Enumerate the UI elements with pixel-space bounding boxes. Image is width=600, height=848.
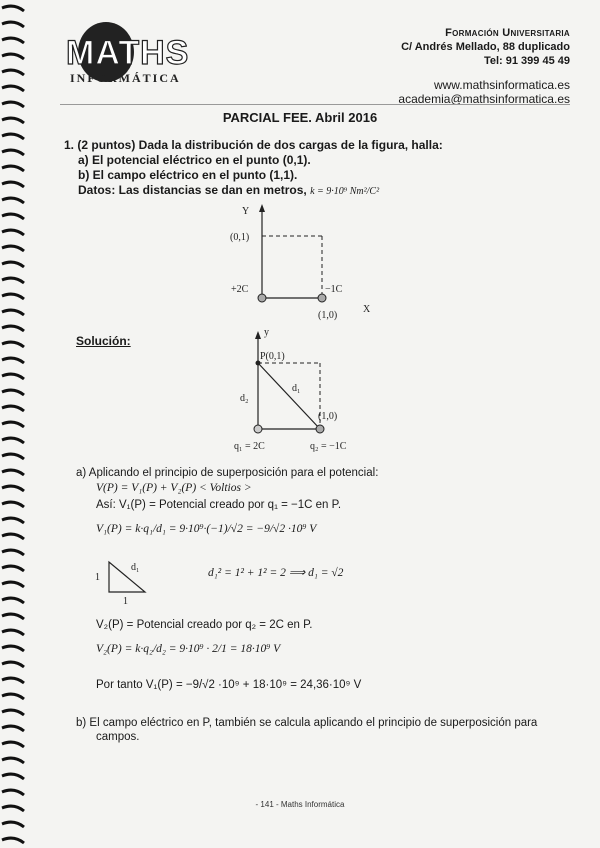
- fig2-q2: q₂ = −1C: [310, 441, 347, 452]
- binding-ring: [2, 726, 24, 731]
- question-datos: Datos: Las distancias se dan en metros,: [78, 183, 307, 197]
- fig2-p-label: P(0,1): [260, 351, 285, 362]
- binding-ring: [2, 374, 24, 379]
- binding-ring: [2, 646, 24, 651]
- binding-ring: [2, 566, 24, 571]
- question-1: [64, 138, 534, 199]
- binding-ring: [2, 406, 24, 411]
- logo-subtitle-text: INFORMÁTICA: [70, 71, 181, 85]
- fig1-x-label: X: [363, 304, 371, 315]
- fig1-point-01: (0,1): [230, 232, 250, 243]
- triangle-hypotenuse: d₁: [131, 562, 140, 573]
- binding-ring: [2, 630, 24, 635]
- binding-ring: [2, 454, 24, 459]
- binding-ring: [2, 422, 24, 427]
- d1-equation: d₁² = 1² + 1² = 2 ⟹ d₁ = √2: [208, 567, 344, 579]
- binding-ring: [2, 662, 24, 667]
- question-number: 1.: [64, 138, 75, 152]
- binding-ring: [2, 502, 24, 507]
- superposition-equation: V(P) = V₁(P) + V₂(P) < Voltios >: [96, 482, 252, 494]
- binding-ring: [2, 198, 24, 203]
- spiral-binding: [0, 0, 30, 848]
- binding-ring: [2, 278, 24, 283]
- binding-ring: [2, 86, 24, 91]
- fig1-y-label: Y: [242, 206, 250, 217]
- binding-ring: [2, 326, 24, 331]
- binding-ring: [2, 150, 24, 155]
- binding-ring: [2, 742, 24, 747]
- binding-ring: [2, 294, 24, 299]
- fig1-q1: +2C: [231, 284, 249, 295]
- binding-ring: [2, 182, 24, 187]
- binding-ring: [2, 166, 24, 171]
- page-footer: - 141 - Maths Informática: [255, 800, 345, 809]
- binding-ring: [2, 822, 24, 827]
- binding-ring: [2, 134, 24, 139]
- binding-ring: [2, 214, 24, 219]
- binding-ring: [2, 438, 24, 443]
- solution-b-text-2: campos.: [96, 731, 140, 743]
- binding-ring: [2, 790, 24, 795]
- binding-ring: [2, 310, 24, 315]
- k-constant: k = 9·10⁹ Nm²/C²: [310, 186, 380, 197]
- institution-address: C/ Andrés Mellado, 88 duplicado: [401, 41, 570, 53]
- fig2-d2: d₂: [240, 393, 249, 404]
- triangle-side: 1: [95, 572, 100, 583]
- binding-ring: [2, 774, 24, 779]
- binding-ring: [2, 838, 24, 843]
- binding-ring: [2, 246, 24, 251]
- v2-equation: V₂(P) = k·q₂/d₂ = 9·10⁹ · 2/1 = 18·10⁹ V: [96, 643, 281, 655]
- binding-ring: [2, 54, 24, 59]
- binding-ring: [2, 582, 24, 587]
- binding-ring: [2, 390, 24, 395]
- solution-label: Solución:: [76, 334, 131, 348]
- binding-ring: [2, 102, 24, 107]
- binding-ring: [2, 678, 24, 683]
- header-divider: [60, 104, 570, 105]
- binding-ring: [2, 518, 24, 523]
- binding-ring: [2, 38, 24, 43]
- binding-ring: [2, 22, 24, 27]
- right-triangle-figure: [95, 556, 155, 606]
- fig2-y-label: y: [264, 327, 269, 338]
- fig2-q1: q₁ = 2C: [234, 441, 265, 452]
- fig1-point-10: (1,0): [318, 310, 338, 321]
- institution-header: [398, 26, 570, 106]
- exam-title: PARCIAL FEE. Abril 2016: [222, 110, 378, 125]
- binding-ring: [2, 694, 24, 699]
- question-intro: (2 puntos) Dada la distribución de dos cargas de la figura, halla:: [77, 138, 443, 152]
- fig2-d1: d₁: [292, 383, 301, 394]
- charge-distribution-figure: [225, 200, 385, 325]
- institution-website[interactable]: www.mathsinformatica.es: [433, 78, 570, 92]
- binding-ring: [2, 614, 24, 619]
- binding-ring: [2, 358, 24, 363]
- binding-ring: [2, 470, 24, 475]
- binding-ring: [2, 262, 24, 267]
- total-potential: Por tanto V₁(P) = −9/√2 ·10⁹ + 18·10⁹ = 24,36·10⁹ V: [96, 679, 362, 691]
- v1-equation: V₁(P) = k·q₁/d₁ = 9·10⁹·(−1)/√2 = −9/√2 ·10⁹ V: [96, 523, 317, 535]
- binding-ring: [2, 6, 24, 11]
- binding-ring: [2, 342, 24, 347]
- fig2-point-10: (1,0): [318, 411, 338, 422]
- v1-definition: Así: V₁(P) = Potencial creado por q₁ = −1C en P.: [96, 499, 342, 511]
- binding-ring: [2, 486, 24, 491]
- binding-ring: [2, 550, 24, 555]
- binding-ring: [2, 230, 24, 235]
- binding-ring: [2, 70, 24, 75]
- question-part-a: a) El potencial eléctrico en el punto (0,1).: [78, 153, 311, 167]
- binding-ring: [2, 758, 24, 763]
- binding-ring: [2, 598, 24, 603]
- binding-ring: [2, 534, 24, 539]
- question-part-b: b) El campo eléctrico en el punto (1,1).: [78, 168, 298, 182]
- institution-phone: Tel: 91 399 45 49: [483, 55, 570, 67]
- solution-figure: [220, 325, 370, 455]
- triangle-base: 1: [123, 596, 128, 606]
- maths-logo: [58, 18, 208, 88]
- logo-brand-text: MATHS: [66, 34, 190, 72]
- binding-ring: [2, 710, 24, 715]
- institution-email[interactable]: academia@mathsinformatica.es: [398, 92, 570, 106]
- solution-a-intro: a) Aplicando el principio de superposición para el potencial:: [76, 467, 379, 479]
- solution-b-text: b) El campo eléctrico en P, también se calcula aplicando el principio de superposición para: [76, 717, 538, 729]
- fig1-q2: −1C: [325, 284, 343, 295]
- v2-definition: V₂(P) = Potencial creado por q₂ = 2C en P.: [96, 619, 313, 631]
- institution-name: Formación Universitaria: [445, 27, 570, 39]
